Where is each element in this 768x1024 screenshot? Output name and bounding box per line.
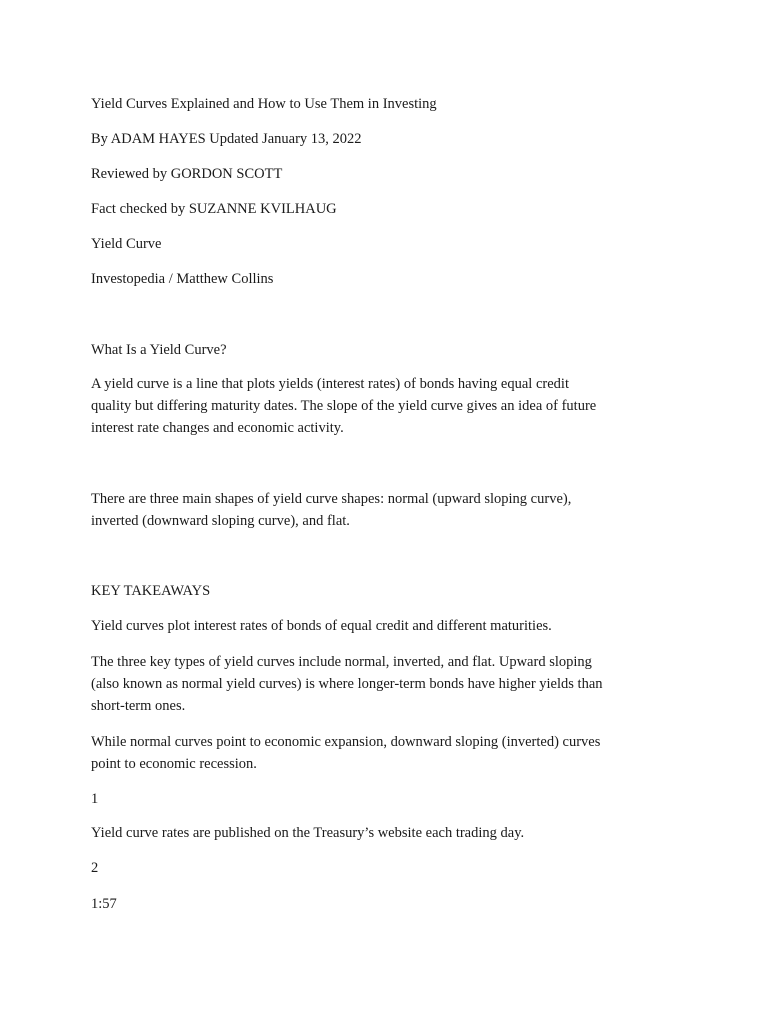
paragraph-line: There are three main shapes of yield curve shapes: normal (upward sloping curve), <box>91 491 572 507</box>
key-takeaways-heading: KEY TAKEAWAYS <box>91 583 211 599</box>
takeaway-item <box>91 651 691 717</box>
section-heading: What Is a Yield Curve? <box>91 342 227 358</box>
shapes-paragraph <box>91 488 691 532</box>
image-credit: Investopedia / Matthew Collins <box>91 271 274 287</box>
paragraph-line: quality but differing maturity dates. The slope of the yield curve gives an idea of future <box>91 398 597 414</box>
article-title: Yield Curves Explained and How to Use Them in Investing <box>91 96 437 112</box>
paragraph-line: The three key types of yield curves include normal, inverted, and flat. Upward sloping <box>91 654 592 670</box>
definition-paragraph <box>91 373 691 439</box>
reference-number: 1 <box>91 791 99 807</box>
paragraph-line: interest rate changes and economic activity. <box>91 420 344 436</box>
fact-checked-by: Fact checked by SUZANNE KVILHAUG <box>91 201 337 217</box>
paragraph-line: While normal curves point to economic expansion, downward sloping (inverted) curves <box>91 734 601 750</box>
reviewed-by: Reviewed by GORDON SCOTT <box>91 166 283 182</box>
paragraph-line: (also known as normal yield curves) is where longer-term bonds have higher yields than <box>91 676 603 692</box>
paragraph-line: short-term ones. <box>91 698 186 714</box>
takeaway-item: Yield curve rates are published on the Treasury’s website each trading day. <box>91 825 525 841</box>
takeaway-item: Yield curves plot interest rates of bonds of equal credit and different maturities. <box>91 618 552 634</box>
image-caption: Yield Curve <box>91 236 162 252</box>
video-duration: 1:57 <box>91 896 117 912</box>
reference-number: 2 <box>91 860 99 876</box>
paragraph-line: inverted (downward sloping curve), and flat. <box>91 513 350 529</box>
byline: By ADAM HAYES Updated January 13, 2022 <box>91 131 362 147</box>
paragraph-line: point to economic recession. <box>91 756 257 772</box>
paragraph-line: A yield curve is a line that plots yields (interest rates) of bonds having equal credit <box>91 376 569 392</box>
takeaway-item <box>91 731 691 775</box>
